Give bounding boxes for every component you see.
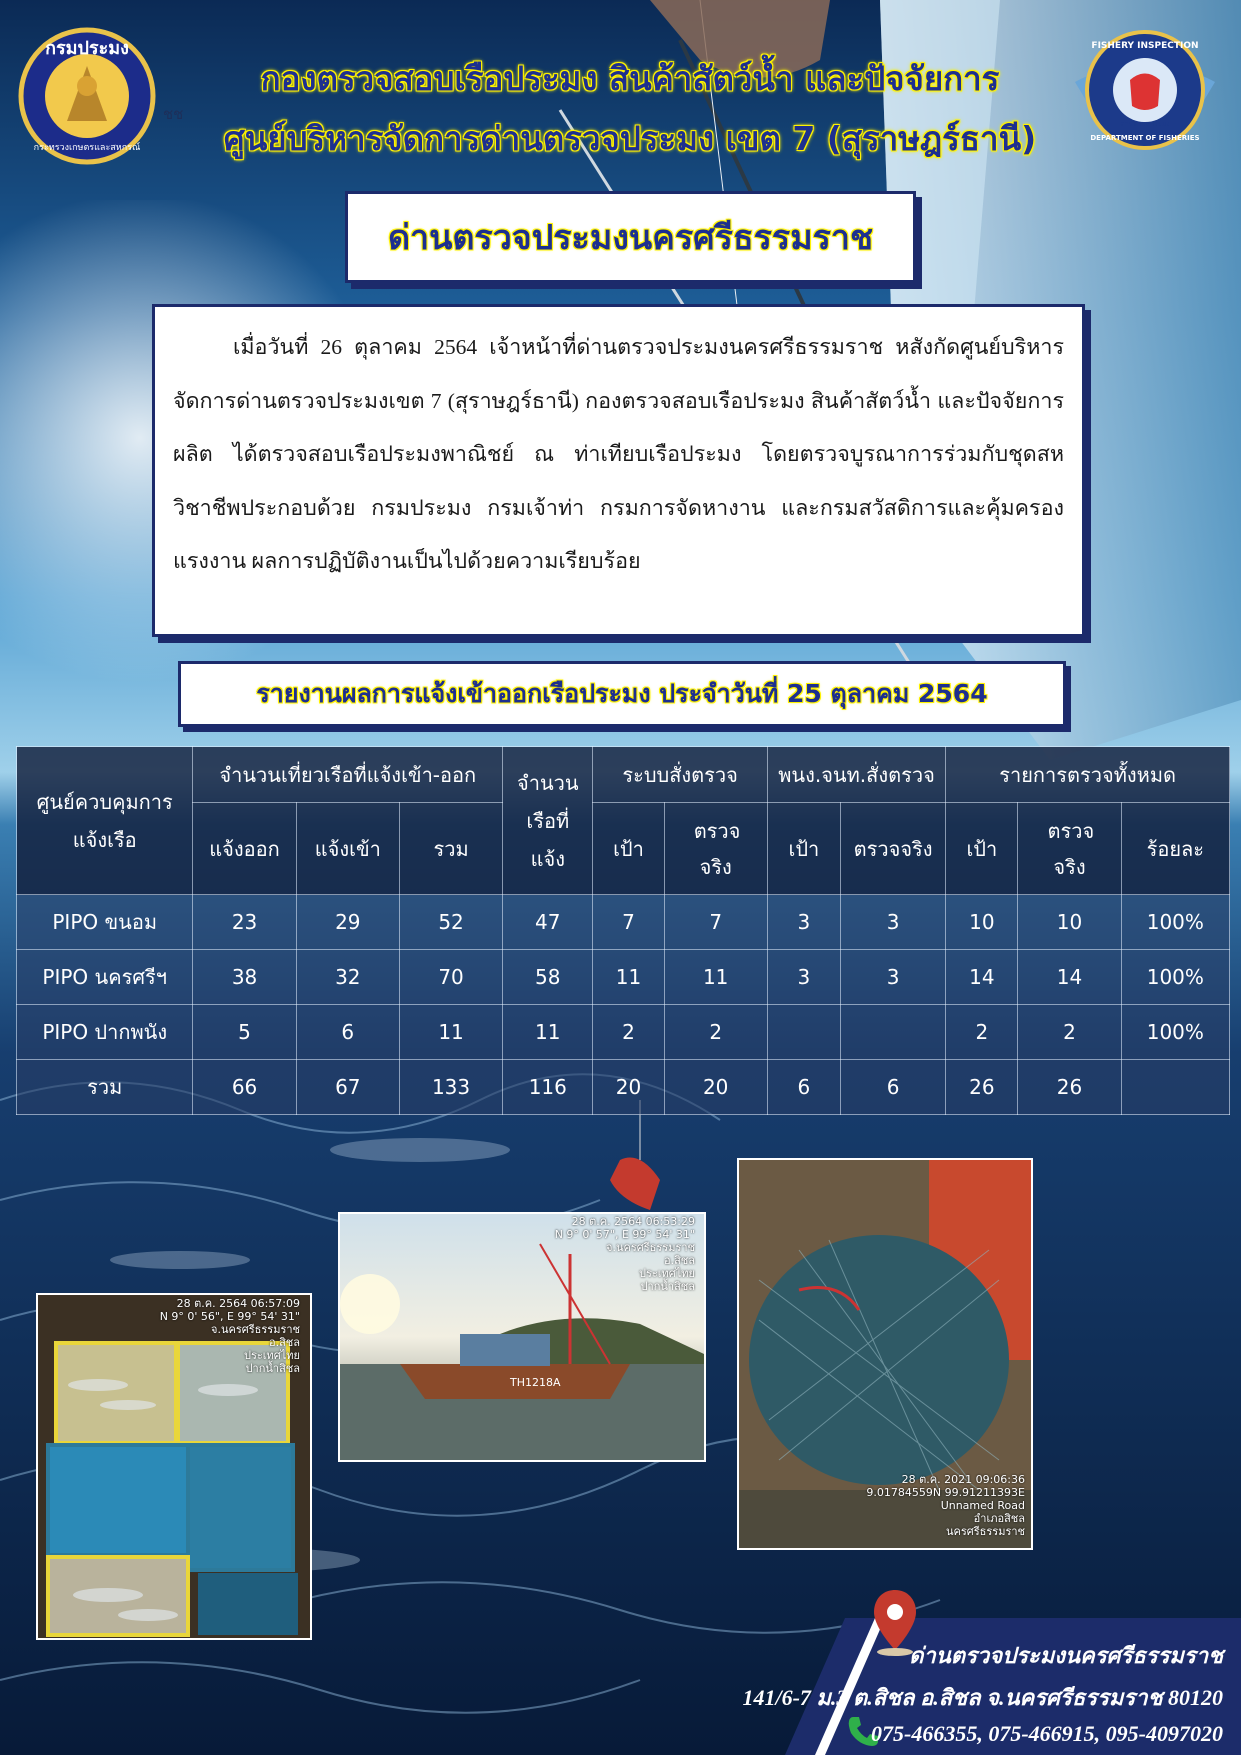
row-name: PIPO นครศรีฯ xyxy=(17,950,193,1005)
cell-system-target: 20 xyxy=(593,1060,664,1115)
cell-out: 5 xyxy=(193,1005,296,1060)
cell-out: 38 xyxy=(193,950,296,1005)
cell-all-target: 26 xyxy=(946,1060,1018,1115)
cell-officer-target xyxy=(767,1005,840,1060)
header-all-actual: ตรวจจริง xyxy=(1018,803,1121,895)
cell-system-actual: 7 xyxy=(664,895,767,950)
photo3-stamp: 28 ต.ค. 2021 09:06:36 9.01784559N 99.91211393E Unnamed Road อำเภอสิชล นครศรีธรรมราช xyxy=(866,1473,1025,1538)
cell-in: 67 xyxy=(296,1060,399,1115)
table-row xyxy=(17,1005,1230,1060)
cell-in: 29 xyxy=(296,895,399,950)
cell-officer-target: 3 xyxy=(767,895,840,950)
header-in: แจ้งเข้า xyxy=(296,803,399,895)
cell-percent: 100% xyxy=(1121,895,1229,950)
header-system: ระบบสั่งตรวจ xyxy=(593,747,767,803)
cell-all-actual: 26 xyxy=(1018,1060,1121,1115)
cell-in: 32 xyxy=(296,950,399,1005)
cell-all-target: 2 xyxy=(946,1005,1018,1060)
cell-system-actual: 11 xyxy=(664,950,767,1005)
table-row xyxy=(17,950,1230,1005)
left-logo-top-text: กรมประมง xyxy=(45,38,129,59)
cell-all-actual: 2 xyxy=(1018,1005,1121,1060)
cell-officer-actual: 3 xyxy=(840,895,945,950)
footer-phones: 075-466355, 075-466915, 095-4097020 xyxy=(871,1721,1223,1746)
report-title: รายงานผลการแจ้งเข้าออกเรือประมง ประจำวันที่ 25 ตุลาคม 2564 xyxy=(256,679,988,708)
boat-id: TH1218A xyxy=(510,1376,561,1389)
cell-boats: 58 xyxy=(503,950,593,1005)
header-system-actual: ตรวจจริง xyxy=(664,803,767,895)
cell-sum: 70 xyxy=(399,950,502,1005)
photo1-stamp: 28 ต.ค. 2564 06:57:09 N 9° 0' 56", E 99° 54' 31" จ.นครศรีธรรมราช อ.สิชล ประเทศไทย ปากน้ำสิชล xyxy=(159,1297,300,1375)
vessel-report-table xyxy=(16,746,1230,1115)
cell-officer-actual xyxy=(840,1005,945,1060)
department-of-fisheries-logo xyxy=(12,26,162,166)
header-all-target: เป้า xyxy=(946,803,1018,895)
header-title-line1: กองตรวจสอบเรือประมง สินค้าสัตว์น้ำ และปัจจัยการ xyxy=(260,59,1000,98)
cell-all-target: 10 xyxy=(946,895,1018,950)
header-system-target: เป้า xyxy=(593,803,664,895)
footer-office-name: ด่านตรวจประมงนครศรีธรรมราช xyxy=(909,1643,1223,1668)
header-percent: ร้อยละ xyxy=(1121,803,1229,895)
table-row xyxy=(17,895,1230,950)
header-all-inspections: รายการตรวจทั้งหมด xyxy=(946,747,1230,803)
header-officer: พนง.จนท.สั่งตรวจ xyxy=(767,747,945,803)
cell-sum: 52 xyxy=(399,895,502,950)
photo2-stamp: 28 ต.ค. 2564 06:53:29 N 9° 0' 57", E 99° 54' 31" จ.นครศรีธรรมราช อ.สิชล ประเทศไทย ปากน้ำสิชล xyxy=(554,1215,695,1293)
cell-all-target: 14 xyxy=(946,950,1018,1005)
left-logo-bottom-text: กระทรวงเกษตรและสหกรณ์ xyxy=(33,143,141,153)
subtitle-text: ด่านตรวจประมงนครศรีธรรมราช xyxy=(387,218,874,258)
header-center: ศูนย์ควบคุมการแจ้งเรือ xyxy=(17,747,193,895)
report-title-box xyxy=(178,661,1066,727)
footer-address: 141/6-7 ม.3 ต.สิชล อ.สิชล จ.นครศรีธรรมราช 80120 xyxy=(742,1685,1223,1710)
cell-system-target: 7 xyxy=(593,895,664,950)
subtitle-box xyxy=(345,191,916,283)
cell-system-target: 2 xyxy=(593,1005,664,1060)
cell-system-actual: 2 xyxy=(664,1005,767,1060)
fishery-inspection-logo xyxy=(1070,22,1220,162)
cell-all-actual: 14 xyxy=(1018,950,1121,1005)
cell-boats: 47 xyxy=(503,895,593,950)
cell-system-target: 11 xyxy=(593,950,664,1005)
row-name: PIPO ขนอม xyxy=(17,895,193,950)
row-name: PIPO ปากพนัง xyxy=(17,1005,193,1060)
cell-officer-target: 3 xyxy=(767,950,840,1005)
header-officer-target: เป้า xyxy=(767,803,840,895)
cell-boats: 116 xyxy=(503,1060,593,1115)
cell-officer-target: 6 xyxy=(767,1060,840,1115)
right-logo-center-text: ด่านตรวจประมง xyxy=(1120,120,1170,128)
small-mark: ชช xyxy=(163,105,184,123)
right-logo-bottom-text: DEPARTMENT OF FISHERIES xyxy=(1090,134,1200,142)
cell-all-actual: 10 xyxy=(1018,895,1121,950)
cell-percent: 100% xyxy=(1121,1005,1229,1060)
header-officer-actual: ตรวจจริง xyxy=(840,803,945,895)
report-paragraph: เมื่อวันที่ 26 ตุลาคม 2564 เจ้าหน้าที่ด่านตรวจประมงนครศรีธรรมราช หสังกัดศูนย์บริหารจัดการด่านตรวจประมงเขต 7 (สุราษฎร์ธานี) กองตรวจสอบเรือประมง สินค้าสัตว์น้ำ และปัจจัยการผลิต ได้ตรวจสอบเรือประมงพาณิชย์ ณ ท่าเทียบเรือประมง โดยตรวจบูรณาการร่วมกับชุดสหวิชาชีพประกอบด้วย กรมประมง กรมเจ้าท่า กรมการจัดหางาน และกรมสวัสดิการและคุ้มครองแรงงาน ผลการปฏิบัติงานเป็นไปด้วยความเรียบร้อย xyxy=(173,335,1064,573)
footer-contact-panel xyxy=(742,1618,1241,1755)
cell-in: 6 xyxy=(296,1005,399,1060)
report-paragraph-box xyxy=(152,304,1085,637)
header-sum: รวม xyxy=(399,803,502,895)
header-boats: จำนวนเรือที่แจ้ง xyxy=(503,747,593,895)
cell-sum: 11 xyxy=(399,1005,502,1060)
header-trips: จำนวนเที่ยวเรือที่แจ้งเข้า-ออก xyxy=(193,747,503,803)
cell-percent xyxy=(1121,1060,1229,1115)
cell-out: 66 xyxy=(193,1060,296,1115)
cell-sum: 133 xyxy=(399,1060,502,1115)
header-title-line2: ศูนย์บริหารจัดการด่านตรวจประมง เขต 7 (สุราษฎร์ธานี) xyxy=(223,119,1037,158)
right-logo-top-text: FISHERY INSPECTION xyxy=(1091,41,1199,51)
cell-system-actual: 20 xyxy=(664,1060,767,1115)
cell-boats: 11 xyxy=(503,1005,593,1060)
table-row-total xyxy=(17,1060,1230,1115)
header-out: แจ้งออก xyxy=(193,803,296,895)
cell-out: 23 xyxy=(193,895,296,950)
row-name: รวม xyxy=(17,1060,193,1115)
cell-officer-actual: 6 xyxy=(840,1060,945,1115)
cell-officer-actual: 3 xyxy=(840,950,945,1005)
cell-percent: 100% xyxy=(1121,950,1229,1005)
